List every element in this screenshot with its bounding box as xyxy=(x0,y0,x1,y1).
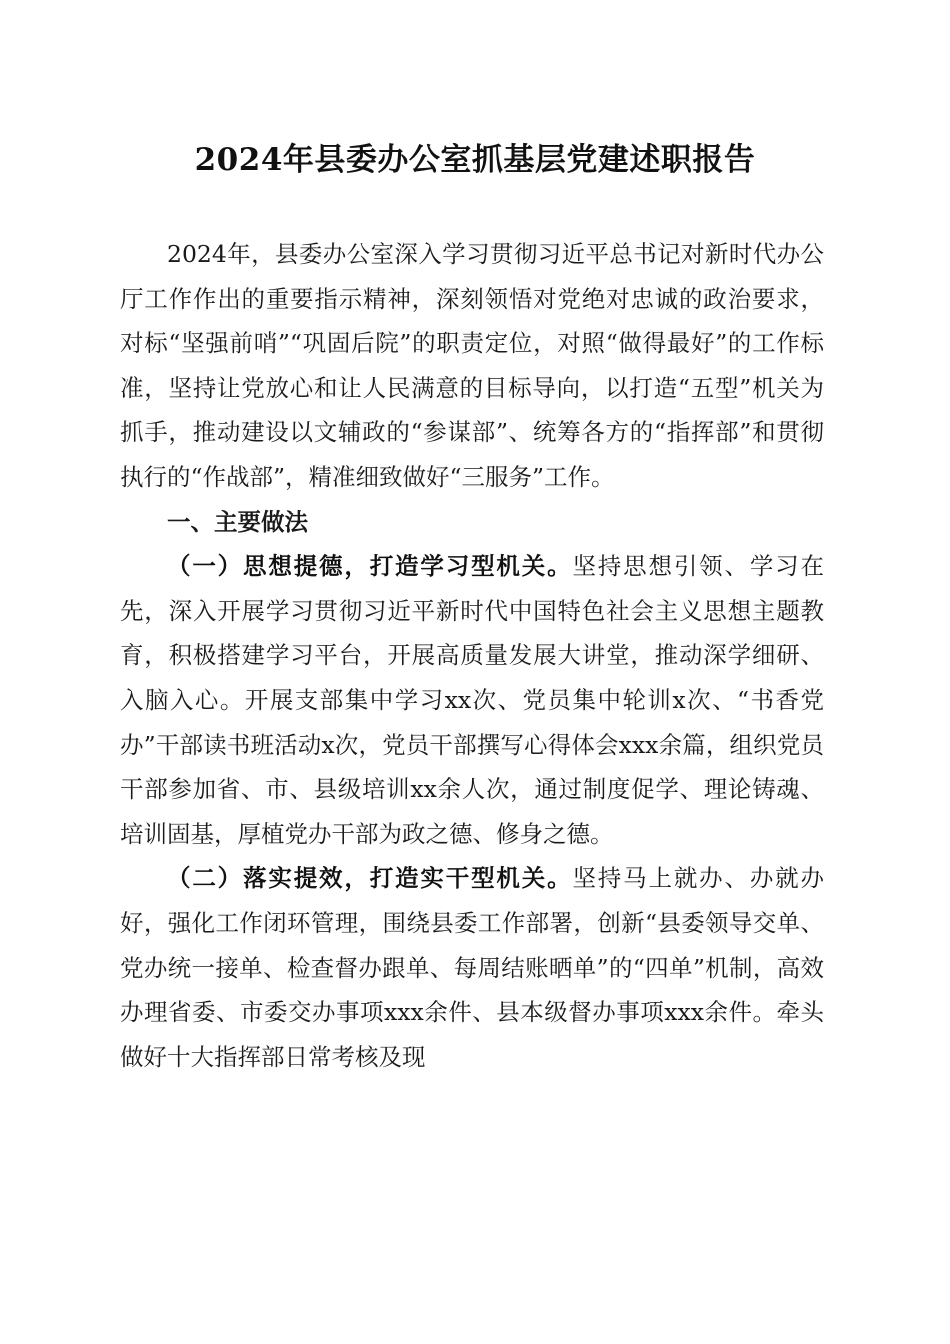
document-body xyxy=(120,232,824,1079)
section-heading: 一、主要做法 xyxy=(167,507,308,536)
item-paragraph-2 xyxy=(120,856,824,1079)
document-title: 2024年县委办公室抓基层党建述职报告 xyxy=(194,142,756,178)
item-paragraph-1 xyxy=(120,544,824,856)
item-lead-1: （一）思想提德，打造学习型机关。 xyxy=(167,552,573,581)
intro-paragraph: 2024年，县委办公室深入学习贯彻习近平总书记对新时代办公厅工作作出的重要指示精神，深刻领悟对党绝对忠诚的政治要求，对标“坚强前哨”“巩固后院”的职责定位，对照“做得最好”的工作标准，坚持让党放心和让人民满意的目标导向，以打造“五型”机关为抓手，推动建设以文辅政的“参谋部”、统筹各方的“指挥部”和贯彻执行的“作战部”，精准细致做好“三服务”工作。 xyxy=(120,240,824,491)
item-lead-2: （二）落实提效，打造实干型机关。 xyxy=(167,864,573,893)
item-text-2: 坚持马上就办、办就办好，强化工作闭环管理，围绕县委工作部署，创新“县委领导交单、党办统一接单、检查督办跟单、每周结账晒单”的“四单”机制，高效办理省委、市委交办事项xxx余件、县本级督办事项xxx余件。牵头做好十大指挥部日常考核及现 xyxy=(120,864,825,1071)
item-text-1: 坚持思想引领、学习在先，深入开展学习贯彻习近平新时代中国特色社会主义思想主题教育，积极搭建学习平台，开展高质量发展大讲堂，推动深学细研、入脑入心。开展支部集中学习xx次、党员集中轮训x次、“书香党办”干部读书班活动x次，党员干部撰写心得体会xxx余篇，组织党员干部参加省、市、县级培训xx余人次，通过制度促学、理论铸魂、培训固基，厚植党办干部为政之德、修身之德。 xyxy=(120,552,825,848)
